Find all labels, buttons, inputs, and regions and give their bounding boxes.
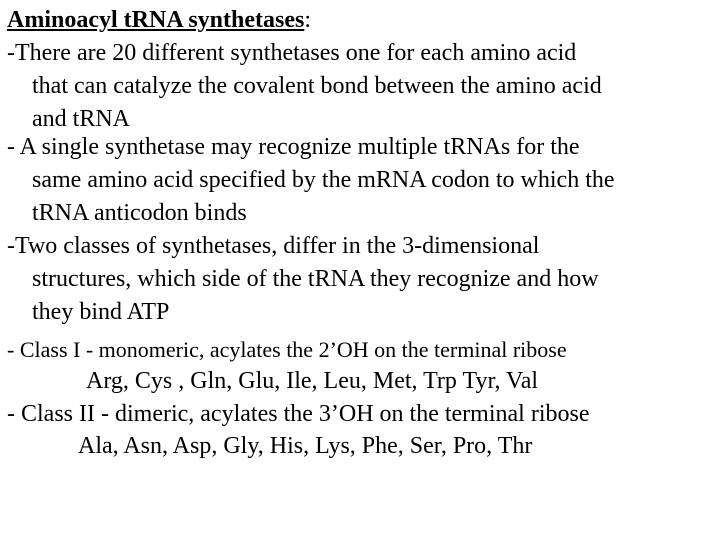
class-i-heading: - Class I - monomeric, acylates the 2’OH on the terminal ribose (7, 337, 567, 362)
slide-title-line (7, 4, 311, 37)
class-i-amino-acids: Arg, Cys , Gln, Glu, Ile, Leu, Met, Trp Tyr, Val (86, 368, 539, 394)
bullet-line-5: same amino acid specified by the mRNA codon to which the (32, 167, 615, 193)
bullet-line-1: -There are 20 different synthetases one for each amino acid (7, 40, 577, 66)
bullet-line-6: tRNA anticodon binds (32, 200, 247, 226)
slide-title: Aminoacyl tRNA synthetases (7, 7, 305, 33)
class-ii-amino-acids: Ala, Asn, Asp, Gly, His, Lys, Phe, Ser, Pro, Thr (78, 433, 533, 459)
bullet-line-8: structures, which side of the tRNA they recognize and how (32, 266, 599, 292)
bullet-line-4: - A single synthetase may recognize multiple tRNAs for the (7, 134, 580, 160)
slide-title-colon: : (304, 7, 311, 33)
class-ii-heading: - Class II - dimeric, acylates the 3’OH on the terminal ribose (7, 401, 590, 427)
bullet-line-9: they bind ATP (32, 299, 170, 325)
bullet-line-3: and tRNA (32, 106, 130, 132)
bullet-line-2: that can catalyze the covalent bond between the amino acid (32, 73, 602, 99)
bullet-line-7: -Two classes of synthetases, differ in the 3-dimensional (7, 233, 540, 259)
